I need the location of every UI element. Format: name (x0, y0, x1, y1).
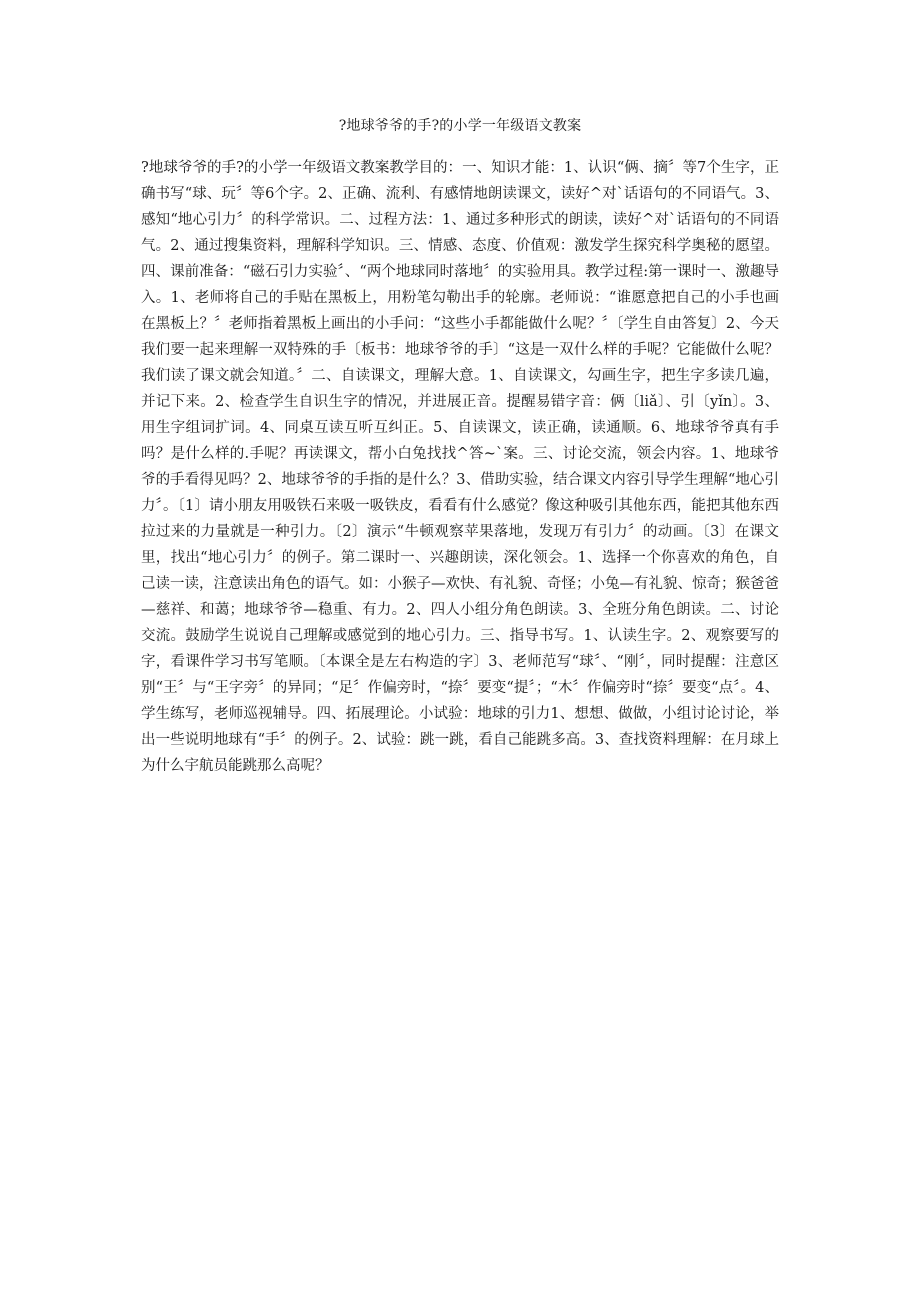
document-body-text: ?地球爷爷的手?的小学一年级语文教案教学目的：一、知识才能：1、认识“俩、摘〞等7个生字，正确书写“球、玩〞等6个字。2、正确、流利、有感情地朗读课文，读好^对`话语句的不同语气。3、感知“地心引力〞的科学常识。二、过程方法：1、通过多种形式的朗读，读好^对`话语句的不同语气。2、通过搜集资料，理解科学知识。三、情感、态度、价值观：激发学生探究科学奥秘的愿望。四、课前准备：“磁石引力实验〞、“两个地球同时落地〞的实验用具。教学过程:第一课时一、激趣导入。1、老师将自己的手贴在黑板上，用粉笔勾勒出手的轮廓。老师说：“谁愿意把自己的小手也画在黑板上？〞老师指着黑板上画出的小手问：“这些小手都能做什么呢？〞〔学生自由答复〕2、今天我们要一起来理解一双特殊的手〔板书：地球爷爷的手〕“这是一双什么样的手呢？它能做什么呢？我们读了课文就会知道。〞二、自读课文，理解大意。1、自读课文，勾画生字，把生字多读几遍，并记下来。2、检查学生自识生字的情况，并进展正音。提醒易错字音：俩〔liǎ〕、引〔yǐn〕。3、用生字组词扩词。4、同桌互读互听互纠正。5、自读课文，读正确，读通顺。6、地球爷爷真有手吗？是什么样的.手呢？再读课文，帮小白兔找找^答~`案。三、讨论交流，领会内容。1、地球爷爷的手看得见吗？2、地球爷爷的手指的是什么？3、借助实验，结合课文内容引导学生理解“地心引力〞。〔1〕请小朋友用吸铁石来吸一吸铁皮，看看有什么感觉？像这种吸引其他东西，能把其他东西拉过来的力量就是一种引力。〔2〕演示“牛顿观察苹果落地，发现万有引力〞的动画。〔3〕在课文里，找出“地心引力〞的例子。第二课时一、兴趣朗读，深化领会。1、选择一个你喜欢的角色，自己读一读，注意读出角色的语气。如：小猴子—欢快、有礼貌、奇怪；小兔—有礼貌、惊奇；猴爸爸—慈祥、和蔼；地球爷爷—稳重、有力。2、四人小组分角色朗读。3、全班分角色朗读。二、讨论交流。鼓励学生说说自己理解或感觉到的地心引力。三、指导书写。1、认读生字。2、观察要写的字，看课件学习书写笔顺。〔本课全是左右构造的字〕3、老师范写“球〞、“刚〞，同时提醒：注意区别“王〞与“王字旁〞的异同；“足〞作偏旁时，“捺〞要变“提〞；“木〞作偏旁时“捺〞要变“点〞。4、学生练写，老师巡视辅导。四、拓展理论。小试验：地球的引力1、想想、做做，小组讨论讨论，举出一些说明地球有“手〞的例子。2、试验：跳一跳，看自己能跳多高。3、查找资料理解：在月球上为什么宇航员能跳那么高呢？ (141, 160, 779, 774)
document-title: ?地球爷爷的手?的小学一年级语文教案 (338, 118, 582, 134)
